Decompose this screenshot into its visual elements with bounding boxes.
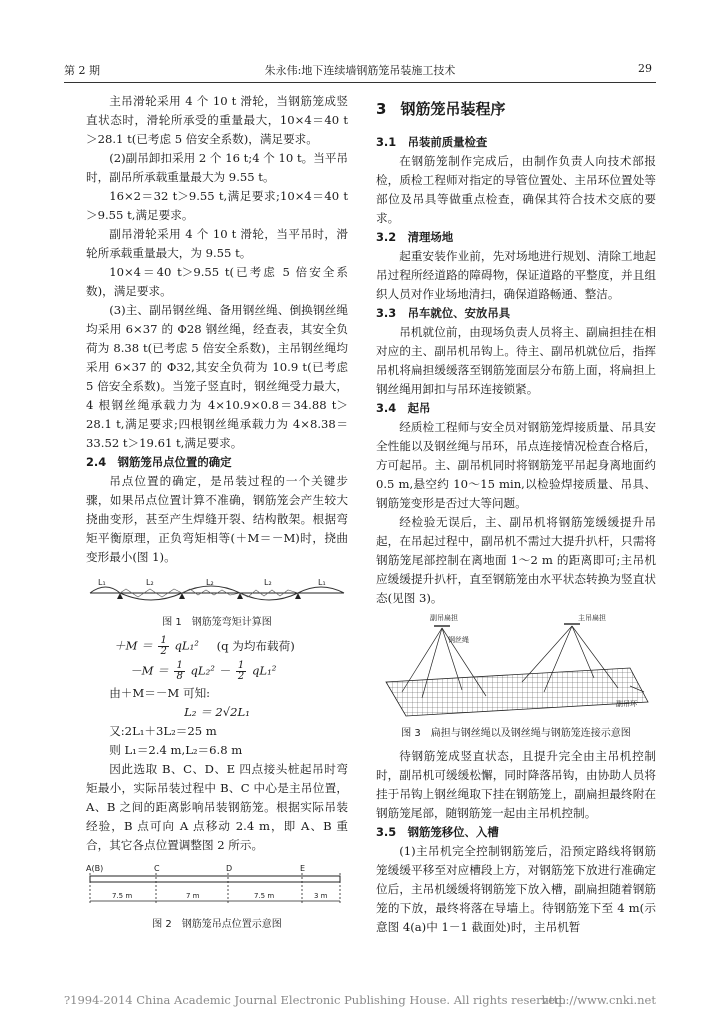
running-header xyxy=(64,62,656,80)
figure-1-caption: 图 1 钢筋笼弯矩计算图 xyxy=(162,617,272,628)
fig2-point-label: A(B) xyxy=(86,864,104,873)
section-number: 2.4 xyxy=(86,455,107,469)
section-number: 3 xyxy=(376,100,387,118)
equation-positive-moment: ＋M ＝ $\frac{1}{2}$ qL₁² (q 为均布载荷) xyxy=(114,635,295,657)
section-heading-3 xyxy=(376,100,656,119)
paragraph: 经检验无误后，主、副吊机将钢筋笼缓缓提升吊起，在吊起过程中，副吊机不需过大提升扒杆，只需将钢筋笼尾部控制在离地面 1～2 m 的距离即可;主吊机应缓缓提升扒杆，直至钢筋笼由水平状态转换为竖直状态(见图 3)。 xyxy=(376,515,656,605)
paragraph: 副吊滑轮采用 4 个 10 t 滑轮，当平吊时，滑轮所承载重量最大，为 9.55 t。 xyxy=(86,227,348,260)
left-column xyxy=(86,92,348,938)
paragraph: 吊点位置的确定，是吊装过程的一个关键步骤，如果吊点位置计算不准确，钢筋笼会产生较大挠曲变形，甚至产生焊缝开裂、结构散架。根据弯矩平衡原理，正负弯矩相等(＋M＝－M)时，挠曲变形最小(图 1)。 xyxy=(86,474,348,564)
issue-label: 第 2 期 xyxy=(64,64,100,77)
paragraph: (2)副吊卸扣采用 2 个 16 t;4 个 10 t。当平吊时，副吊所承载重量最大为 9.55 t。 xyxy=(86,151,349,184)
fig3-label: 主吊扁担 xyxy=(578,614,606,622)
fig2-dim-label: 7.5 m xyxy=(112,892,133,900)
paragraph: (1)主吊机完全控制钢筋笼后，沿预定路线将钢筋笼缓缓平移至对应槽段上方，对钢筋笼下放进行准确定位后，主吊机缓缓将钢筋笼下放入槽，副扁担随着钢筋笼的下放，最终将落在导墙上。待钢筋笼下至 4 m(示意图 4(a)中 1－1 截面处)时，主吊机暂 xyxy=(376,844,656,934)
figure-3-spreader-rigging xyxy=(382,612,652,722)
figure-1-moment-diagram xyxy=(86,573,348,611)
section-heading-3-1: 3.1 吊装前质量检查 xyxy=(376,135,488,149)
fig1-span-label: L₁ xyxy=(98,578,106,587)
fig2-dim-label: 7 m xyxy=(186,892,200,900)
fig1-span-label: L₁ xyxy=(318,578,326,587)
section-heading-3-2: 3.2 清理场地 xyxy=(376,230,454,244)
paragraph: 吊机就位前，由现场负责人员将主、副扁担挂在相对应的主、副吊机吊钩上。待主、副吊机就位后，指挥吊机将扁担缓缓落至钢筋笼面层分布筋上面，将扁担上钢丝绳用卸扣与吊环连接锁紧。 xyxy=(376,325,656,396)
equation-result: 则 L₁＝2.4 m,L₂＝6.8 m xyxy=(109,743,243,757)
equation-sum: 又:2L₁＋3L₂＝25 m xyxy=(109,724,217,738)
section-heading-3-5: 3.5 钢筋笼移位、入槽 xyxy=(376,825,499,839)
article-running-title: 朱永伟:地下连续墙钢筋笼吊装施工技术 xyxy=(264,64,456,77)
paragraph: 主吊滑轮采用 4 个 10 t 滑轮，当钢筋笼成竖直状态时，滑轮所承受的重量最大，10×4＝40 t＞28.1 t(已考虑 5 倍安全系数)，满足要求。 xyxy=(86,94,348,146)
paragraph: 10×4＝40 t＞9.55 t(已考虑 5 倍安全系数)，满足要求。 xyxy=(86,265,348,298)
copyright-footer xyxy=(64,993,656,1007)
section-heading-2-4 xyxy=(86,453,348,472)
equation-negative-moment: －M ＝ $\frac{1}{8}$ qL₂² － $\frac{1}{2}$ qL₁² xyxy=(130,660,277,682)
fig3-label: 副吊扁担 xyxy=(430,614,458,622)
paragraph: 在钢筋笼制作完成后，由制作负责人向技术部报检，质检工程师对指定的导管位置处、主吊环位置处等部位及吊具等做重点检查，确保其符合技术交底的要求。 xyxy=(376,154,656,225)
section-heading-3-3: 3.3 吊车就位、安放吊具 xyxy=(376,306,511,320)
fig2-dim-label: 7.5 m xyxy=(254,892,275,900)
fig3-label: 钢丝绳 xyxy=(448,636,469,644)
equation-l2: L₂ ＝ 2√2L₁ xyxy=(184,705,250,719)
paragraph: 经质检工程师与安全员对钢筋笼焊接质量、吊具安全性能以及钢丝绳与吊环，吊点连接情况检查合格后，方可起吊。主、副吊机同时将钢筋笼平吊起身离地面约 0.5 m,悬空约 10～15 min,以检验焊接质量、吊具、钢筋笼变形是否过大等问题。 xyxy=(376,420,656,510)
paragraph: 由＋M＝－M 可知: xyxy=(109,686,211,700)
paragraph: 因此选取 B、C、D、E 四点接头桩起吊时弯矩最小，实际吊装过程中 B、C 中心是主吊位置，A、B 之间的距离影响吊装钢筋笼。根据实际吊装经验，B 点可向 A 点移动 2.4 m，即 A、B 重合，其它各点位置调整图 2 所示。 xyxy=(86,762,348,852)
fig2-point-label: E xyxy=(300,864,306,873)
right-column xyxy=(376,92,656,937)
section-heading-3-4: 3.4 起吊 xyxy=(376,401,431,415)
paragraph: 16×2＝32 t＞9.55 t,满足要求;10×4＝40 t＞9.55 t,满足要求。 xyxy=(86,189,348,222)
fig2-point-label: C xyxy=(154,864,160,873)
figure-3-caption: 图 3 扁担与钢丝绳以及钢丝绳与钢筋笼连接示意图 xyxy=(401,728,631,739)
fig3-label: 副吊环 xyxy=(616,700,637,708)
fig1-span-label: L₂ xyxy=(206,578,214,587)
fig2-dim-label: 3 m xyxy=(314,892,328,900)
section-title: 钢筋笼吊装程序 xyxy=(400,100,506,118)
figure-2-caption: 图 2 钢筋笼吊点位置示意图 xyxy=(152,919,282,930)
copyright-text: ?1994-2014 China Academic Journal Electronic Publishing House. All rights reserved. xyxy=(64,993,566,1007)
page-number: 29 xyxy=(638,62,652,75)
fig1-span-label: L₂ xyxy=(146,578,154,587)
footer-url: http://www.cnki.net xyxy=(541,993,656,1007)
header-rule xyxy=(64,82,656,83)
fig1-span-label: L₂ xyxy=(264,578,272,587)
fig2-point-label: D xyxy=(226,864,233,873)
paragraph: 待钢筋笼成竖直状态，且提升完全由主吊机控制时，副吊机可缓缓松懈，同时降落吊钩，由协助人员将挂于吊钩上钢丝绳取下挂在钢筋笼上，副扁担最终附在钢筋笼尾部，随钢筋笼一起由主吊机控制。 xyxy=(376,749,656,820)
section-title: 钢筋笼吊点位置的确定 xyxy=(117,455,232,469)
paragraph: 起重安装作业前，先对场地进行规划、清除工地起吊过程所经道路的障碍物，保证道路的平整度，并且组织人员对作业场地清扫，确保道路畅通、整洁。 xyxy=(376,249,656,301)
figure-2-lifting-points xyxy=(86,861,348,913)
paragraph: (3)主、副吊钢丝绳、备用钢丝绳、倒换钢丝绳均采用 6×37 的 Φ28 钢丝绳，经查表，其安全负荷为 8.38 t(已考虑 5 倍安全系数)，主吊钢丝绳均采用 6×37 的 Φ32,其安全负荷为 10.9 t(已考虑 5 倍安全系数)。当笼子竖直时，钢丝绳受力最大，4 根钢丝绳承载力为 4×10.9×0.8＝34.88 t＞28.1 t,满足要求;四根钢丝绳承载力为 4×8.38＝33.52 t＞19.61 t,满足要求。 xyxy=(86,303,348,450)
